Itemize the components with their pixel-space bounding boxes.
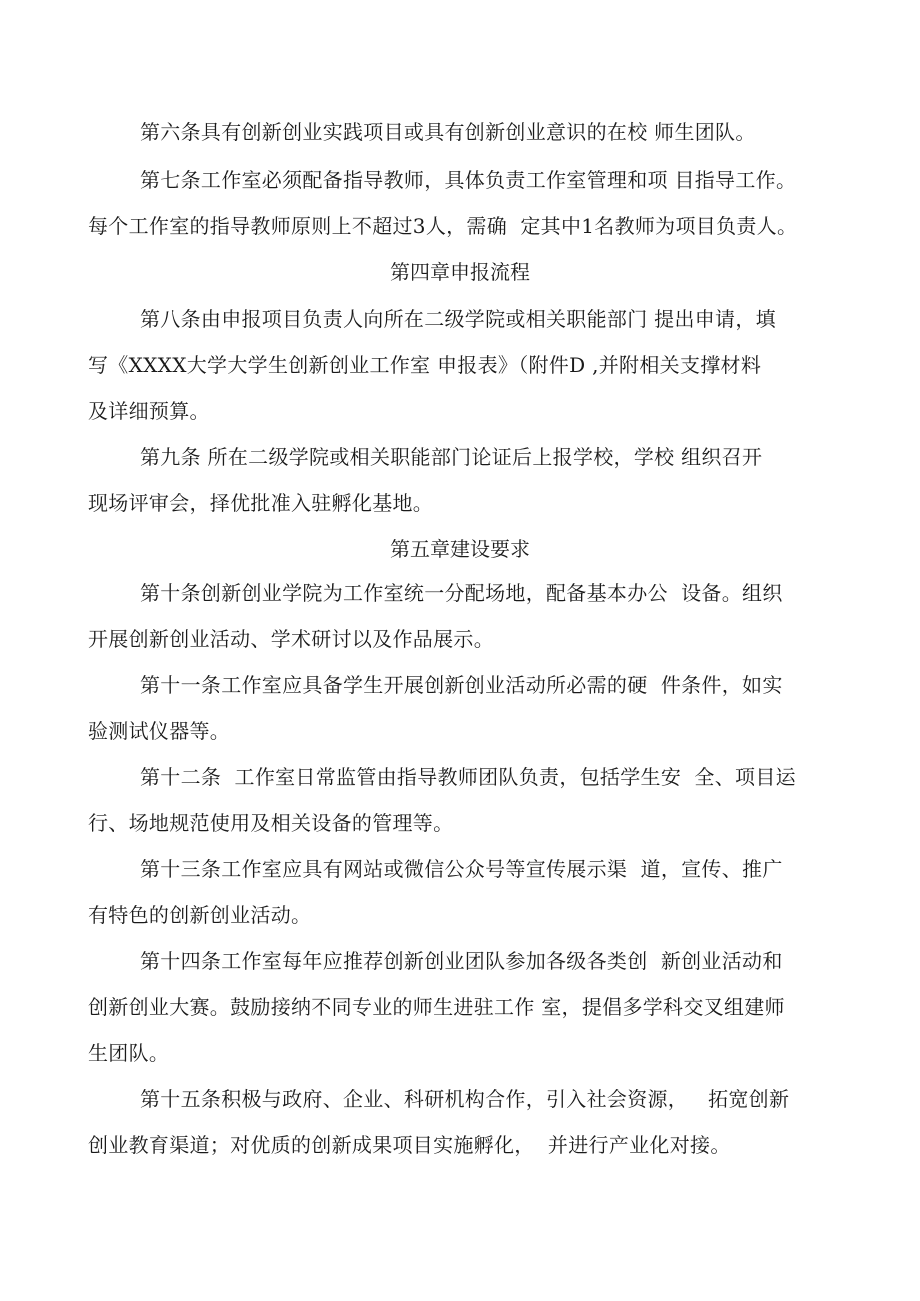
article-15-line-2: 创业教育渠道；对优质的创新成果项目实施孵化， 并进行产业化对接。 xyxy=(88,1133,731,1157)
article-12-line-2: 行、场地规范使用及相关设备的管理等。 xyxy=(88,811,454,835)
article-10-line-1: 第十条创新创业学院为工作室统一分配场地，配备基本办公 设备。组织 xyxy=(140,581,783,605)
article-14-line-3: 生团队。 xyxy=(88,1041,170,1065)
article-12-line-1: 第十二条 工作室日常监管由指导教师团队负责，包括学生安 全、项目运 xyxy=(140,765,796,789)
article-6-line-1: 第六条具有创新创业实践项目或具有创新创业意识的在校 师生团队。 xyxy=(140,120,756,144)
article-11-line-2: 验测试仪器等。 xyxy=(88,719,231,743)
article-9-line-1: 第九条 所在二级学院或相关职能部门论证后上报学校，学校 组织召开 xyxy=(140,445,763,469)
chapter-4-heading: 第四章申报流程 xyxy=(390,260,530,284)
article-11-line-1: 第十一条工作室应具备学生开展创新创业活动所必需的硬 件条件，如实 xyxy=(140,673,783,697)
article-7-line-2: 每个工作室的指导教师原则上不超过3人，需确 定其中1名教师为项目负责人。 xyxy=(88,214,798,238)
article-14-line-2: 创新创业大赛。鼓励接纳不同专业的师生进驻工作 室，提倡多学科交叉组建师 xyxy=(88,995,785,1019)
chapter-5-heading: 第五章建设要求 xyxy=(390,537,530,561)
article-9-line-2: 现场评审会，择优批准入驻孵化基地。 xyxy=(88,491,434,515)
article-8-line-1: 第八条由申报项目负责人向所在二级学院或相关职能部门 提出申请，填 xyxy=(140,307,776,331)
article-14-line-1: 第十四条工作室每年应推荐创新创业团队参加各级各类创 新创业活动和 xyxy=(140,949,783,973)
article-15-line-1: 第十五条积极与政府、企业、科研机构合作，引入社会资源， 拓宽创新 xyxy=(140,1087,790,1111)
article-8-line-2: 写《XXXX大学大学生创新创业工作室 申报表》（附件D ,并附相关支撑材料 xyxy=(88,353,762,377)
article-10-line-2: 开展创新创业活动、学术研讨以及作品展示。 xyxy=(88,627,494,651)
article-13-line-2: 有特色的创新创业活动。 xyxy=(88,903,312,927)
article-7-line-1: 第七条工作室必须配备指导教师，具体负责工作室管理和项 目指导工作。 xyxy=(140,168,797,192)
article-13-line-1: 第十三条工作室应具有网站或微信公众号等宣传展示渠 道，宣传、推广 xyxy=(140,857,783,881)
article-8-line-3: 及详细预算。 xyxy=(88,399,210,423)
